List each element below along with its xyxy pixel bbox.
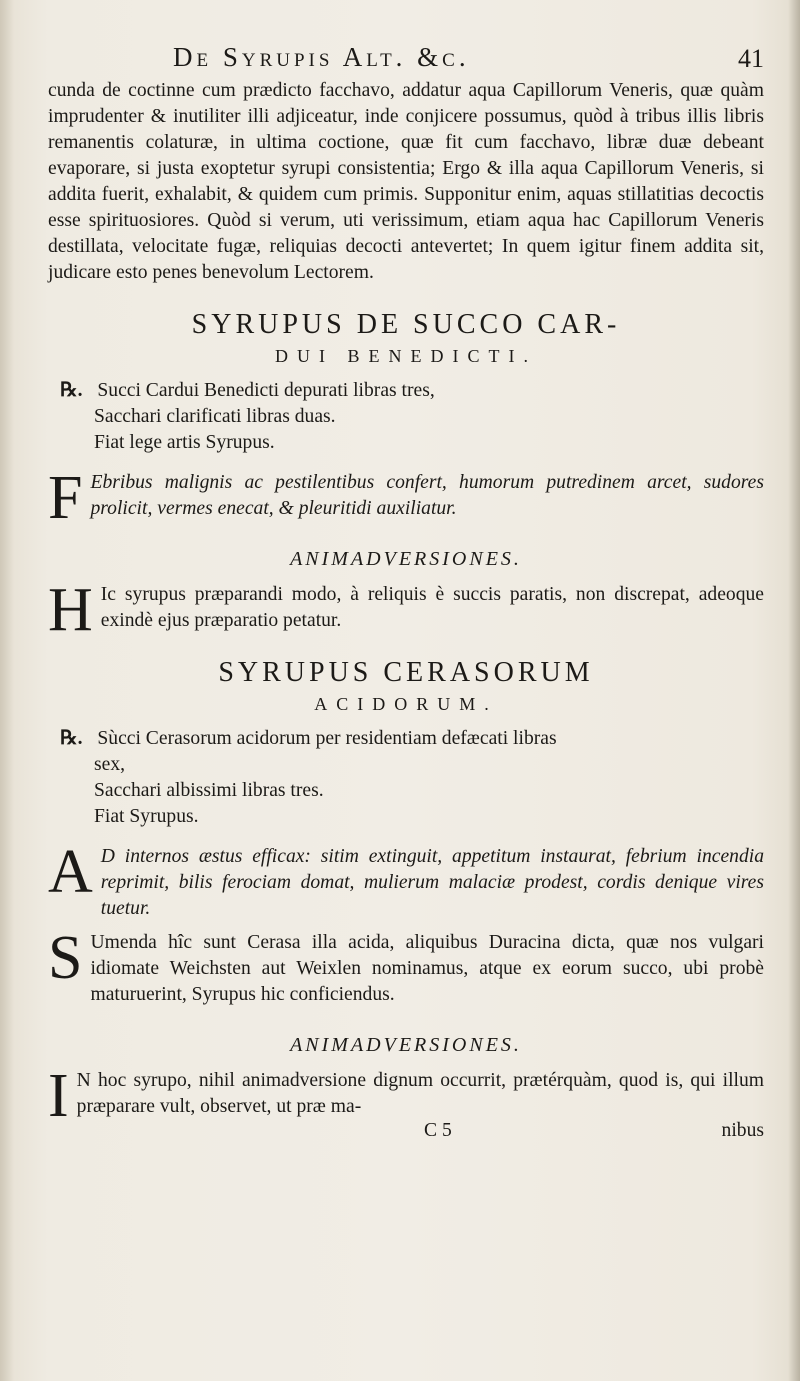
intro-paragraph: cunda de coctinne cum prædicto facchavo, addatur aqua Capillorum Veneris, quæ quàm imprudenter & inutiliter illi adjiceatur, inde conjicere possumus, quòd à tribus illis libris remanentis colaturæ, in ultima coctione, quæ fit cum facchavo, libræ duæ debeant evaporare, si justa exoptetur syrupi consistentia; Ergo & illa aqua Capillorum Veneris, si addita fuerit, exhalabit, & quidem cum primis. Supponitur enim, aquas stillatitias decoctis esse spirituosiores. Quòd si verum, uti verissimum, etiam aqua hac Capillorum Veneris destillata, velocitate fugæ, reliquias decocti antevertet; In quem igitur finem addita sit, judicare esto penes benevolum Lectorem. <box>48 80 764 283</box>
catchword: nibus <box>721 1120 764 1141</box>
virtues-text: Ebribus malignis ac pestilentibus confert, humorum putredinem arcet, sudores prolicit, vermes enecat, & pleuritidi auxiliatur. <box>90 472 764 519</box>
animadversiones-paragraph-cerasorum <box>48 1062 764 1130</box>
recipe-line: sex, <box>94 754 126 775</box>
virtues-paragraph-cerasorum <box>48 838 764 922</box>
page-gutter-shadow <box>0 0 14 1381</box>
recipe-line: Sùcci Cerasorum acidorum per residentiam defæcati libras <box>97 728 557 749</box>
drop-cap: I <box>48 1062 69 1130</box>
animadversiones-text: Ic syrupus præparandi modo, à reliquis è succis paratis, non discrepat, adeoque exindè ejus præparatio petatur. <box>100 584 764 631</box>
section-subheading-cardui: DUI BENEDICTI. <box>275 346 537 366</box>
virtues-text: D internos æstus efficax: sitim extinguit, appetitum instaurat, febrium incendia reprimit, bilis ferociam domat, mulierum malaciæ prodest, cordis denique vires tuetur. <box>100 846 764 919</box>
page-number: 41 <box>738 44 764 73</box>
page-footer <box>48 1120 764 1146</box>
animadversiones-heading: ANIMADVERSIONES. <box>290 1034 522 1056</box>
running-head-title: De Syrupis Alt. &c. <box>173 42 470 72</box>
recipe-line: Fiat Syrupus. <box>94 806 199 827</box>
section-heading-cerasorum: SYRUPUS CERASORUM <box>218 657 594 688</box>
virtues-paragraph-cardui <box>48 464 764 532</box>
drop-cap: H <box>48 576 93 644</box>
recipe-symbol: ℞. <box>60 380 83 401</box>
recipe-line: Sacchari clarificati libras duas. <box>94 406 336 427</box>
animadversiones-heading: ANIMADVERSIONES. <box>290 548 522 570</box>
recipe-line: Fiat lege artis Syrupus. <box>94 432 275 453</box>
page-edge-shadow <box>788 0 800 1381</box>
page-content <box>48 38 764 1146</box>
sumenda-text: Umenda hîc sunt Cerasa illa acida, aliquibus Duracina dicta, quæ nos vulgari idiomate Weichsten aut Weixlen nominamus, atque ex eorum succo, ubi probè maturuerint, Syrupus hic conficiendus. <box>90 932 764 1005</box>
sumenda-paragraph <box>48 924 764 1008</box>
recipe-cardui <box>60 378 764 456</box>
section-subheading-cerasorum: ACIDORUM. <box>314 694 498 714</box>
section-heading-cardui: SYRUPUS DE SUCCO CAR- <box>191 309 621 340</box>
drop-cap: A <box>48 838 93 906</box>
drop-cap: S <box>48 924 83 992</box>
recipe-symbol: ℞. <box>60 728 83 749</box>
animadversiones-paragraph-cardui <box>48 576 764 644</box>
recipe-line: Succi Cardui Benedicti depurati libras tres, <box>97 380 435 401</box>
recipe-cerasorum <box>60 726 764 830</box>
drop-cap: F <box>48 464 83 532</box>
animadversiones-text: N hoc syrupo, nihil animadversione dignum occurrit, prætérquàm, quod is, qui illum præparare vult, observet, ut præ ma- <box>76 1070 764 1117</box>
signature-mark: C 5 <box>424 1120 452 1141</box>
running-head <box>173 38 764 78</box>
recipe-line: Sacchari albissimi libras tres. <box>94 780 324 801</box>
